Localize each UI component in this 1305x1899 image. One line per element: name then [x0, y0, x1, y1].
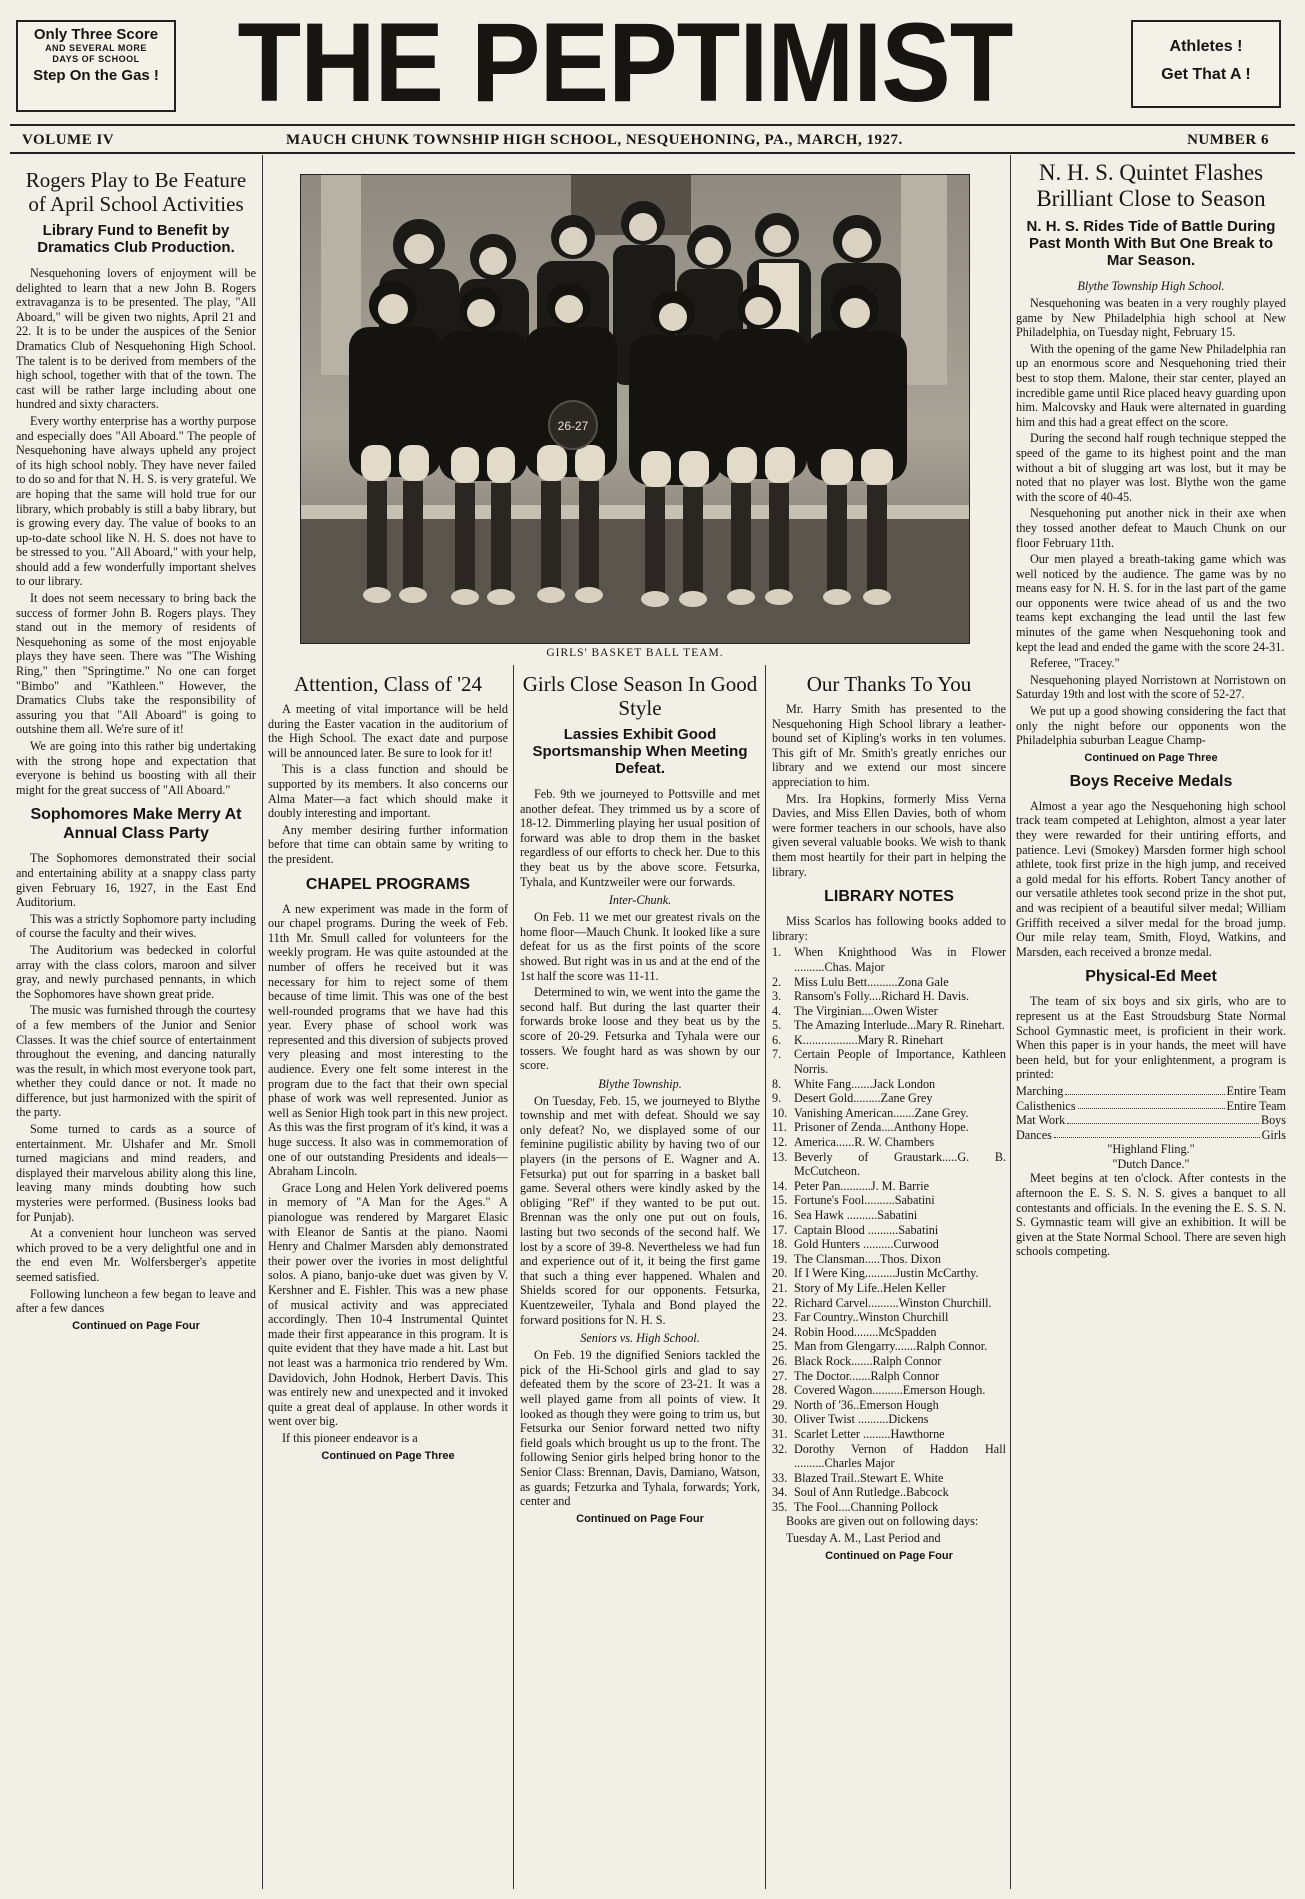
article-paragraph: This is a class function and should be supported by its members. It also concerns our Alma Mater—a fact which should make it doubly interesting and important.: [268, 762, 508, 821]
continued-note: Continued on Page Three: [321, 1449, 455, 1462]
program-row: [1016, 1128, 1286, 1143]
book-title: Oliver Twist ..........Dickens: [794, 1412, 929, 1427]
book-number: 13.: [772, 1149, 788, 1164]
article-paragraph: During the second half rough technique stepped the speed of the game to its highest point and the man without a bit of slugging art was lost, but it may be noted that no player was lost. Blythe won the game with the score of 40-45.: [1016, 431, 1286, 504]
book-entry: [772, 1427, 1006, 1442]
book-title: Man from Glengarry.......Ralph Connor.: [794, 1339, 988, 1354]
photo-caption: GIRLS' BASKET BALL TEAM.: [546, 647, 724, 659]
article-paragraph: Meet begins at ten o'clock. After contests in the afternoon the E. S. S. N. S. gives a banquet to all contestants and officials. In the evening the E. S. S. N. S. Gymnastic team will give an exhibition. It will be given at the State Normal School. There are seven high schools competing.: [1016, 1171, 1286, 1259]
article-paragraph: On Tuesday, Feb. 15, we journeyed to Blythe township and met with defeat. Should we say only defeat? No, we displayed some of our feminine pugilistic ability by having two of our players (in the persons of E. Wagner and A. Fetsurka) put out for sparring in a basket ball game. Several others were kindly asked by the obliging "Ref" if they wanted to be put out. Brennan was the only one put out on fouls, lasting but two seconds of the second half. We lost by a score of 39-8. Nevertheless we had fun and experience out of it, it being the first game that such a thing ever happened. Whalen and Shields scored for our opponents. Fetsurka, Kuentzeweiler, Tyhala and Bond played the forward positions for N. H. S.: [520, 1093, 760, 1327]
ear-line: AND SEVERAL MORE: [45, 43, 147, 53]
program-row: [1016, 1099, 1286, 1114]
book-entry: [772, 1150, 1006, 1179]
book-number: 5.: [772, 1018, 782, 1033]
book-entry: [772, 1281, 1006, 1296]
article-paragraph: Our men played a breath-taking game which was well noticed by the audience. The game was by no means easy for N. H. S. for in the last part of the game our opponents were twice ahead of us and the two teams kept exchanging the lead until the last few minutes of the game when Nesquehoning took and kept the lead and ended the game with the score 24-31.: [1016, 552, 1286, 654]
article-paragraph: If this pioneer endeavor is a: [282, 1430, 418, 1445]
book-number: 6.: [772, 1032, 782, 1047]
column-rule: [513, 665, 514, 1889]
book-entry: [772, 1252, 1006, 1267]
book-title: Desert Gold.........Zane Grey: [794, 1091, 933, 1106]
article-paragraph: Nesquehoning was beaten in a very roughly played game by New Philadelphia high school at New Philadelphia, on Tuesday night, February 15.: [1016, 296, 1286, 340]
continued-note: Continued on Page Four: [576, 1512, 704, 1525]
column-5: [1016, 160, 1286, 1892]
book-entry: [772, 1339, 1006, 1354]
headline-our-thanks: Our Thanks To You: [806, 672, 972, 696]
article-paragraph: Nesquehoning lovers of enjoyment will be delighted to learn that a new John B. Rogers extravaganza is to be presented. The play, "All Aboard," will be given two nights, April 21 and 22. It is to be under the auspices of the Senior Dramatics Club of Nesquehoning High School. The talent is to be derived from members of the high school, together with that of the town. The cast will be rather large including about one hundred and sixty characters.: [16, 266, 256, 412]
book-number: 12.: [772, 1135, 788, 1150]
continued-note: Continued on Page Four: [72, 1319, 200, 1332]
program-item: Mat Work: [1016, 1113, 1066, 1128]
column-1: [16, 166, 256, 1892]
article-paragraph: We are going into this rather big undertaking with the strong hope and expectation that everyone is behind us boosting with all their might for the great success of "All Aboard.": [16, 739, 256, 797]
column-rule: [262, 155, 263, 1889]
headline-rogers-play: Rogers Play to Be Feature of April School Activities: [25, 168, 247, 216]
column-4: [772, 670, 1006, 1892]
book-title: Fortune's Fool..........Sabatini: [794, 1193, 935, 1208]
book-number: 30.: [772, 1412, 788, 1427]
book-entry: [772, 945, 1006, 974]
book-entry: [772, 1354, 1006, 1369]
subhead-lassies: Lassies Exhibit Good Sportsmanship When Meeting Defeat.: [532, 726, 748, 777]
book-entry: [772, 1398, 1006, 1413]
book-title: Miss Lulu Bett..........Zona Gale: [794, 974, 949, 989]
book-entry: [772, 1004, 1006, 1019]
book-number: 16.: [772, 1208, 788, 1222]
column-rule: [1010, 155, 1011, 1889]
book-title: Dorothy Vernon of Haddon Hall ..........Charles Major: [794, 1441, 1006, 1471]
article-paragraph: The music was furnished through the courtesy of a few members of the Junior and Senior Classes. It was the chief source of entertainment throughout the evening, and dancing naturally was the result, in which most everyone took part, whether they could dance or not. It made no difference, but just harmonized with the spirit of the party.: [16, 1003, 256, 1120]
book-title: The Amazing Interlude...Mary R. Rinehart.: [794, 1018, 1005, 1033]
book-number: 15.: [772, 1193, 788, 1208]
program-item: Calisthenics: [1016, 1098, 1076, 1113]
book-entry: [772, 1179, 1006, 1194]
book-number: 10.: [772, 1105, 788, 1120]
book-title: Richard Carvel..........Winston Churchill.: [794, 1295, 992, 1310]
book-number: 21.: [772, 1280, 788, 1295]
article-paragraph: Some turned to cards as a source of entertainment. Mr. Ulshafer and Mr. Smoll turned magicians and mind readers, and displayed their marvelous ability along this line, leaving many minds doubting how such mysteries were performed. (Business looks bad for Punjab).: [16, 1122, 256, 1224]
book-number: 18.: [772, 1237, 788, 1252]
book-title: When Knighthood Was in Flower ..........Chas. Major: [794, 945, 1006, 974]
leader-dots: [1065, 1084, 1224, 1095]
book-title: Vanishing American.......Zane Grey.: [794, 1105, 969, 1120]
book-entry: [772, 1500, 1006, 1515]
book-entry: [772, 1310, 1006, 1325]
headline-attention-class: Attention, Class of '24: [293, 672, 483, 696]
book-entry: [772, 1223, 1006, 1238]
book-number: 26.: [772, 1353, 788, 1368]
book-title: K..................Mary R. Rinehart: [794, 1032, 944, 1047]
book-title: America......R. W. Chambers: [794, 1135, 935, 1150]
book-title: Black Rock.......Ralph Connor: [794, 1353, 942, 1368]
article-paragraph: Referee, "Tracey.": [1030, 656, 1120, 671]
book-number: 23.: [772, 1310, 788, 1325]
program-participants: Entire Team: [1226, 1083, 1286, 1098]
team-photo: [300, 174, 970, 644]
continued-note: Continued on Page Three: [1084, 751, 1218, 764]
section-label: Blythe Township High School.: [1077, 279, 1225, 293]
ear-line: Athletes !: [1169, 38, 1243, 55]
book-number: 35.: [772, 1499, 788, 1514]
article-paragraph: Nesquehoning put another nick in their axe when they tossed another defeat to Mauch Chunk on our floor February 11th.: [1016, 506, 1286, 550]
book-entry: [772, 1120, 1006, 1135]
article-paragraph: Determined to win, we went into the game the second half. But during the last quarter their forwards broke loose and they beat us by the score of 20-29. Fetsurka and Tyhala were our tossers. We fought hard as was shown by our score.: [520, 985, 760, 1073]
article-paragraph: A meeting of vital importance will be held during the Easter vacation in the auditorium of the High School. The exact date and purpose will be announced later. Be sure to look for it!: [268, 702, 508, 760]
team-photo-image: [301, 175, 969, 643]
program-list: [1016, 1084, 1286, 1142]
ear-line: Step On the Gas !: [33, 67, 159, 84]
folio-line: [10, 132, 1295, 152]
book-number: 17.: [772, 1222, 788, 1237]
book-entry: [772, 1266, 1006, 1281]
book-number: 28.: [772, 1383, 788, 1398]
book-number: 1.: [772, 945, 782, 960]
book-title: Peter Pan..........J. M. Barrie: [794, 1178, 930, 1193]
article-paragraph: Nesquehoning played Norristown at Norristown on Saturday 19th and lost with the score of 52-27.: [1016, 672, 1286, 702]
book-title: The Doctor.......Ralph Connor: [794, 1368, 940, 1383]
book-title: Captain Blood ..........Sabatini: [794, 1222, 939, 1237]
library-intro: Miss Scarlos has following books added to library:: [772, 914, 1006, 943]
article-paragraph: We put up a good showing considering the fact that only the night before our opponents won the Philadelphia suburban League Champ-: [1016, 704, 1286, 748]
book-number: 29.: [772, 1397, 788, 1412]
book-number: 3.: [772, 989, 782, 1004]
headline-girls-close: Girls Close Season In Good Style: [522, 672, 758, 720]
book-entry: [772, 1237, 1006, 1252]
left-ear-box: [16, 20, 176, 112]
library-outro: Books are given out on following days:: [786, 1514, 979, 1529]
book-entry: [772, 1106, 1006, 1121]
book-entry: [772, 1033, 1006, 1048]
book-title: The Virginian....Owen Wister: [794, 1003, 938, 1018]
article-paragraph: Mr. Harry Smith has presented to the Nesquehoning High School library a leather-bound set of Kipling's works in ten volumes. This gift of Mr. Smith's greatly enriches our library and we extend our most sincere appreciation to him.: [772, 702, 1006, 789]
book-number: 25.: [772, 1339, 788, 1354]
book-entry: [772, 1208, 1006, 1223]
book-title: Scarlet Letter .........Hawthorne: [794, 1426, 945, 1441]
book-title: Certain People of Importance, Kathleen Norris.: [794, 1047, 1006, 1077]
subhead-library-fund: Library Fund to Benefit by Dramatics Club Production.: [37, 222, 235, 256]
book-title: Beverly of Graustark.....G. B. McCutcheon.: [794, 1149, 1006, 1179]
article-paragraph: On Feb. 19 the dignified Seniors tackled the pick of the Hi-School girls and glad to say defeated them by the score of 23-21. It was a well played game from all points of view. It looked as though they were going to trim us, but Fetsurka our Senior forward netted two nifty field goals which brought us up to the front. The following Senior girls helped bring honor to the Senior Class: Brennan, Davis, Damiano, Watson, as guards; Fetzurka and Tyhala, forwards; York, center and: [520, 1348, 760, 1509]
book-list: [772, 945, 1006, 1514]
book-title: Robin Hood........McSpadden: [794, 1324, 937, 1339]
library-outro: Tuesday A. M., Last Period and: [786, 1531, 941, 1546]
ear-line: DAYS OF SCHOOL: [52, 54, 140, 64]
book-entry: [772, 1369, 1006, 1384]
book-title: Ransom's Folly....Richard H. Davis.: [794, 989, 970, 1004]
book-number: 32.: [772, 1441, 788, 1456]
book-number: 33.: [772, 1470, 788, 1485]
program-row: [1016, 1113, 1286, 1128]
article-paragraph: Mrs. Ira Hopkins, formerly Miss Verna Davies, and Miss Ellen Davies, both of whom were former teachers in our schools, have also given several valuable books. We wish to thank them most heartily for their part in helping the library.: [772, 791, 1006, 879]
ear-line: Get That A !: [1161, 66, 1251, 83]
article-paragraph: It does not seem necessary to bring back the success of former John B. Rogers plays. They stand out in the memory of residents of Nesquehoning as some of the most enjoyable plays they have seen. There was "The Wishing Ring," then "Springtime." No one can forget "Bimbo" and "Kathleen." However, the Dramatics Clubs take the responsibility of assuring you that "All Aboard" is going to outshine them all. We're sure of it!: [16, 591, 256, 737]
article-paragraph: Following luncheon a few began to leave and after a few dances: [16, 1286, 256, 1316]
article-paragraph: Any member desiring further information before that time can obtain same by writing to the president.: [268, 822, 508, 866]
book-title: Sea Hawk ..........Sabatini: [794, 1208, 918, 1222]
article-paragraph: Every worthy enterprise has a worthy purpose and especially does "All Aboard." The people of Nesquehoning have always upheld any project of its high school nobly. They have never failed to do so and for that N. H. S. is very grateful. We are hoping that the same will hold true for our library, which probably is still a baby library, but is growing every day. The value of books to an up-to-date school like N. H. S. does not have to be stressed to you. "All Aboard," with your help, should add a few wonderfully important shelves to our library.: [16, 413, 256, 589]
book-title: White Fang.......Jack London: [794, 1076, 936, 1091]
section-label: Blythe Township.: [598, 1076, 682, 1091]
ball-label: 26-27: [557, 419, 589, 433]
book-entry: [772, 1471, 1006, 1486]
book-entry: [772, 1193, 1006, 1208]
book-number: 2.: [772, 974, 782, 989]
book-number: 34.: [772, 1485, 788, 1500]
program-participants: Girls: [1261, 1127, 1286, 1142]
article-paragraph: Almost a year ago the Nesquehoning high school track team competed at Lehighton, almost a year later they were rewarded for their untiring efforts, and patience. Levi (Smokey) Marsden former high school athlete, took first prize in the high jump, and received a gold medal for his efforts. Robert Tancy another of our versatile athletes took second prize in the shot put, and was recipient of a beautiful silver medal; William Griffith received a silver medal for the broad jump. Our mile relay team, Smith, Floyd, Watkins, and Marsden, each received a bronze medal.: [1016, 798, 1286, 959]
book-entry: [772, 1018, 1006, 1033]
book-entry: [772, 975, 1006, 990]
book-title: Soul of Ann Rutledge..Babcock: [794, 1485, 949, 1500]
article-paragraph: The Sophomores demonstrated their social and entertaining ability at a snappy class party given February 16, 1927, in the East End Auditorium.: [16, 851, 256, 910]
article-paragraph: With the opening of the game New Philadelphia ran up an enormous score and Nesquehoning tried their best to stop them. Malone, their star center, played an incredible game until Rice placed heavy guarding upon him. Malcovsky and Hauk were alternated in guarding him and this had a great effect on the score.: [1016, 341, 1286, 429]
headline-physical-ed: Physical-Ed Meet: [1085, 968, 1217, 986]
article-paragraph: The Auditorium was bedecked in colorful array with the class colors, maroon and silver gray, and newly purchased pennants, in which the Sophomores have shown great pride.: [16, 942, 256, 1001]
book-number: 20.: [772, 1266, 788, 1281]
book-entry: [772, 1412, 1006, 1427]
book-entry: [772, 1091, 1006, 1106]
book-number: 7.: [772, 1047, 782, 1062]
book-number: 27.: [772, 1368, 788, 1383]
program-item: Marching: [1016, 1083, 1064, 1098]
headline-chapel-programs: CHAPEL PROGRAMS: [305, 875, 471, 893]
section-label: Inter-Chunk.: [608, 893, 672, 908]
book-title: The Clansman.....Thos. Dixon: [794, 1251, 941, 1266]
book-entry: [772, 989, 1006, 1004]
book-number: 22.: [772, 1295, 788, 1310]
book-number: 24.: [772, 1324, 788, 1339]
headline-sophomores: Sophomores Make Merry At Annual Class Party: [30, 806, 242, 843]
section-label: Seniors vs. High School.: [580, 1331, 700, 1346]
article-paragraph: Grace Long and Helen York delivered poems in memory of "A Man for the Ages." A pianologue was rendered by Margaret Elasic with Eleanor de Santis at the piano. Naomi Henry and Chalmer Marsden ably demonstrated their power over the ivories in most delightful solos. A piano, banjo-uke duet was given by V. Kershner and E. Fishler. This was a new phase of musical activity and was appreciated accordingly. Then 10-4 Instrumental Quintet made their first appearance in this program. It is quite evident that they have made a hit. Last but not least was a harmonica trio rendered by Wm. Davidovich, John Hodnok, Herbert Davis. This was entirely new and unexpected and it invoked quite a great deal of applause. In other words it went over big.: [268, 1180, 508, 1429]
leader-dots: [1054, 1128, 1260, 1139]
ear-line: Only Three Score: [33, 26, 159, 43]
right-ear-box: [1131, 20, 1281, 108]
book-number: 14.: [772, 1178, 788, 1193]
article-paragraph: The team of six boys and six girls, who are to represent us at the East Stroudsburg State Normal School Gymnastic meet, is proficient in their work. When this paper is in your hands, the meet will have been held, but for your enlightenment, a program is printed:: [1016, 994, 1286, 1082]
book-number: 4.: [772, 1003, 782, 1018]
book-entry: [772, 1383, 1006, 1398]
book-number: 9.: [772, 1091, 782, 1106]
book-number: 8.: [772, 1076, 782, 1091]
article-paragraph: At a convenient hour luncheon was served which proved to be a very delightful one and in the end even Mr. Wolfersberger's appetite seemed satisfied.: [16, 1226, 256, 1284]
book-entry: [772, 1296, 1006, 1311]
book-number: 11.: [772, 1120, 787, 1135]
leader-dots: [1067, 1113, 1259, 1124]
column-2: [268, 670, 508, 1892]
headline-boys-medals: Boys Receive Medals: [1069, 772, 1233, 790]
masthead-rule-top: [10, 124, 1295, 126]
book-entry: [772, 1077, 1006, 1092]
issue-number: NUMBER 6: [1187, 132, 1269, 148]
program-item: Dances: [1016, 1127, 1052, 1142]
headline-quintet: N. H. S. Quintet Flashes Brilliant Close to Season: [1036, 160, 1266, 211]
program-participants: Boys: [1260, 1113, 1286, 1128]
book-number: 31.: [772, 1426, 788, 1441]
book-title: Blazed Trail..Stewart E. White: [794, 1470, 944, 1485]
leader-dots: [1078, 1099, 1225, 1110]
masthead-rule-bottom: [10, 152, 1295, 154]
dance-name: "Highland Fling.": [1107, 1142, 1195, 1157]
program-participants: Entire Team: [1226, 1098, 1286, 1113]
book-title: Prisoner of Zenda....Anthony Hope.: [794, 1120, 969, 1135]
article-paragraph: A new experiment was made in the form of our chapel programs. During the week of Feb. 11th Mr. Smull called for volunteers for the weekly program. He was quite astounded at the number of offers he received but it was necessary for him to reject some of them because of time limit. This was one of the best well-rounded programs that we have had this year. Every phase of school work was represented and this diversion of subjects proved very pleasing and most interesting to the audience. Every one felt some interest in the program due to the fact that their own special phase of work was well represented. Junior as well as Senior High took part in this new project. As this was the first program of it's kind, it was a huge success. It also was in commemoration of one of our outstanding Presidents and ideals—Abraham Lincoln.: [268, 901, 508, 1179]
headline-library-notes: LIBRARY NOTES: [824, 888, 954, 906]
book-entry: [772, 1442, 1006, 1471]
dance-name: "Dutch Dance.": [1112, 1156, 1190, 1171]
program-row: [1016, 1084, 1286, 1099]
school-line: MAUCH CHUNK TOWNSHIP HIGH SCHOOL, NESQUEHONING, PA., MARCH, 1927.: [286, 132, 903, 148]
column-3: [520, 670, 760, 1892]
book-entry: [772, 1485, 1006, 1500]
book-number: 19.: [772, 1251, 788, 1266]
column-rule: [765, 665, 766, 1889]
book-title: Far Country..Winston Churchill: [794, 1310, 949, 1325]
book-title: Covered Wagon..........Emerson Hough.: [794, 1383, 986, 1398]
newspaper-title: THE PEPTIMIST: [237, 0, 1013, 125]
article-paragraph: On Feb. 11 we met our greatest rivals on the home floor—Mauch Chunk. It looked like a sure defeat for us as the first points of the score showed. But right was in us and at the end of the 1st half the score was 11-11.: [520, 910, 760, 983]
book-title: Story of My Life..Helen Keller: [794, 1280, 946, 1295]
book-title: Gold Hunters ..........Curwood: [794, 1237, 939, 1252]
book-title: The Fool....Channing Pollock: [794, 1499, 939, 1514]
book-title: North of '36..Emerson Hough: [794, 1397, 939, 1412]
book-entry: [772, 1047, 1006, 1076]
article-paragraph: This was a strictly Sophomore party including of course the faculty and their wives.: [16, 911, 256, 941]
book-title: If I Were King..........Justin McCarthy.: [794, 1266, 979, 1281]
subhead-rides-tide: N. H. S. Rides Tide of Battle During Past Month With But One Break to Mar Season.: [1026, 218, 1276, 269]
article-paragraph: Feb. 9th we journeyed to Pottsville and met another defeat. They trimmed us by a score of 18-12. Dimmerling playing her usual position of forward was able to drop them in the basket regardless of our efforts to check her. Due to this they beat us by the above score. Fetsurka, Tyhala, and Kuntzweiler were our forwards.: [520, 787, 760, 889]
volume: VOLUME IV: [22, 132, 115, 148]
continued-note: Continued on Page Four: [825, 1549, 953, 1562]
book-entry: [772, 1135, 1006, 1150]
book-entry: [772, 1325, 1006, 1340]
